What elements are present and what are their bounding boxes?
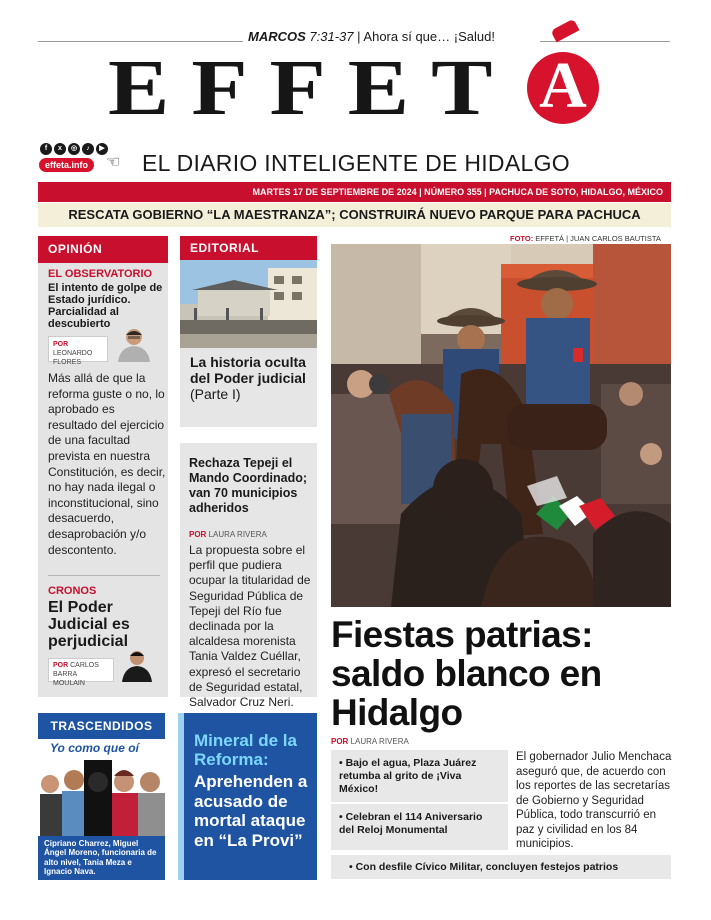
youtube-icon[interactable]: ▶	[96, 143, 108, 155]
trascendidos-header: TRASCENDIDOS	[38, 713, 165, 739]
main-photo[interactable]	[331, 244, 671, 607]
facebook-icon[interactable]: f	[40, 143, 52, 155]
photo-credit-label: FOTO:	[510, 234, 534, 243]
trascendidos-subtitle: Yo como que oí	[50, 741, 139, 755]
related-story-text: Celebran el 114 Aniversario del Reloj Monumental	[339, 811, 483, 836]
logo-letter: A	[539, 49, 587, 122]
masthead-logo[interactable]: EFFET	[108, 43, 515, 132]
columnist-avatar	[116, 648, 158, 682]
logo-accent-mark	[550, 19, 579, 43]
main-headline[interactable]: Fiestas patrias: saldo blanco en Hidalgo	[331, 614, 602, 733]
cronos-headline[interactable]: El Poder Judicial es perjudicial	[48, 599, 130, 650]
byline-por: POR	[331, 737, 349, 746]
trascendidos-photos	[38, 760, 165, 836]
related-story-text: Con desfile Cívico Militar, concluyen festejos patrios	[355, 861, 619, 873]
main-byline	[331, 737, 409, 746]
byline-author: LAURA RIVERA	[208, 530, 267, 539]
instagram-icon[interactable]: ◎	[68, 143, 80, 155]
editorial-section-header: EDITORIAL	[180, 236, 317, 260]
cronos-byline	[48, 658, 114, 687]
banner-headline[interactable]: RESCATA GOBIERNO “LA MAESTRANZA”; CONSTRUIRÁ NUEVO PARQUE PARA PACHUCA	[38, 203, 671, 227]
photo-credit	[510, 234, 661, 243]
site-url[interactable]: effeta.info	[39, 158, 94, 172]
byline-por: POR	[53, 341, 69, 348]
byline-por: POR	[53, 662, 69, 669]
verse-number: 7:31-37	[309, 29, 354, 44]
related-story-bullet[interactable]: • Celebran el 114 Aniversario del Reloj Monumental	[331, 804, 508, 850]
related-story-bullet[interactable]: • Con desfile Cívico Militar, concluyen festejos patrios	[331, 855, 671, 879]
column-divider	[48, 575, 160, 576]
observatorio-body: Más allá de que la reforma guste o no, lo aprobado es resultado del ejercicio de una facultad prevista en nuestra Constitución, es decir, no hay nada ilegal o inconstitucional, sino desacuerdo, desaprobación y/o descontento.	[48, 371, 166, 557]
editorial-headline-part: (Parte I)	[190, 386, 241, 402]
pointing-hand-icon: ☜	[106, 154, 121, 171]
opinion-section-header: OPINIÓN	[38, 236, 168, 263]
author-first-name: CARLOS	[70, 662, 99, 669]
observatorio-headline[interactable]: El intento de golpe de Estado jurídico. Parcialidad al descubierto	[48, 282, 163, 330]
author-last-name: BARRA MOULAIN	[53, 671, 85, 687]
mineral-headline[interactable]: Aprehenden a acusado de mortal ataque en “La Provi”	[194, 772, 308, 850]
editorial-headline-main: La historia oculta del Poder judicial	[190, 354, 306, 386]
tepeji-headline[interactable]: Rechaza Tepeji el Mando Coordinado; van 70 municipios adheridos	[189, 456, 308, 515]
verse-separator: |	[357, 29, 361, 44]
author-last-name: FLORES	[53, 359, 82, 366]
author-first-name: LEONARDO	[53, 350, 93, 357]
related-story-bullet[interactable]: • Bajo el agua, Plaza Juárez retumba al grito de ¡Viva México!	[331, 750, 508, 802]
editorial-headline[interactable]	[190, 354, 315, 402]
x-icon[interactable]: x	[54, 143, 66, 155]
main-body: El gobernador Julio Menchaca aseguró que, de acuerdo con los reportes de las secretarías de Gobierno y Seguridad Pública, todo transcurrió en paz y civilidad en los 84 municipios.	[516, 751, 672, 850]
related-story-text: Bajo el agua, Plaza Juárez retumba al grito de ¡Viva México!	[339, 757, 477, 795]
tepeji-byline	[189, 530, 267, 539]
editorial-photo	[180, 260, 317, 348]
cronos-kicker: CRONOS	[48, 585, 97, 597]
date-bar: MARTES 17 DE SEPTIEMBRE DE 2024 | NÚMERO 355 | PACHUCA DE SOTO, HIDALGO, MÉXICO	[38, 182, 671, 202]
verse-text: Ahora sí que… ¡Salud!	[363, 29, 495, 44]
byline-author: LAURA RIVERA	[350, 737, 409, 746]
tepeji-body: La propuesta sobre el perfil que pudiera ocupar la titularidad de Seguridad Pública de Tepeji del Río fue declinada por la alcaldesa morenista Tania Valdez Cuéllar, expresó el secretario de Seguridad estatal, Salvador Cruz Neri.	[189, 543, 311, 710]
social-icons	[40, 143, 108, 155]
observatorio-byline	[48, 336, 108, 366]
tagline: EL DIARIO INTELIGENTE DE HIDALGO	[142, 150, 570, 176]
verse-divider-left	[38, 41, 243, 42]
tiktok-icon[interactable]: ♪	[82, 143, 94, 155]
mineral-kicker: Mineral de la Reforma:	[194, 731, 297, 769]
photo-credit-name: EFFETÁ | JUAN CARLOS BAUTISTA	[535, 234, 661, 243]
trascendidos-caption: Cipriano Charrez, Miguel Ángel Moreno, funcionaria de alto nivel, Tania Meza e Ignacio Nava.	[38, 836, 165, 880]
verse-divider-right	[540, 41, 670, 42]
columnist-avatar	[112, 326, 156, 362]
byline-por: POR	[189, 530, 207, 539]
observatorio-kicker: EL OBSERVATORIO	[48, 268, 153, 280]
daily-verse	[248, 29, 538, 44]
verse-reference: MARCOS	[248, 29, 306, 44]
